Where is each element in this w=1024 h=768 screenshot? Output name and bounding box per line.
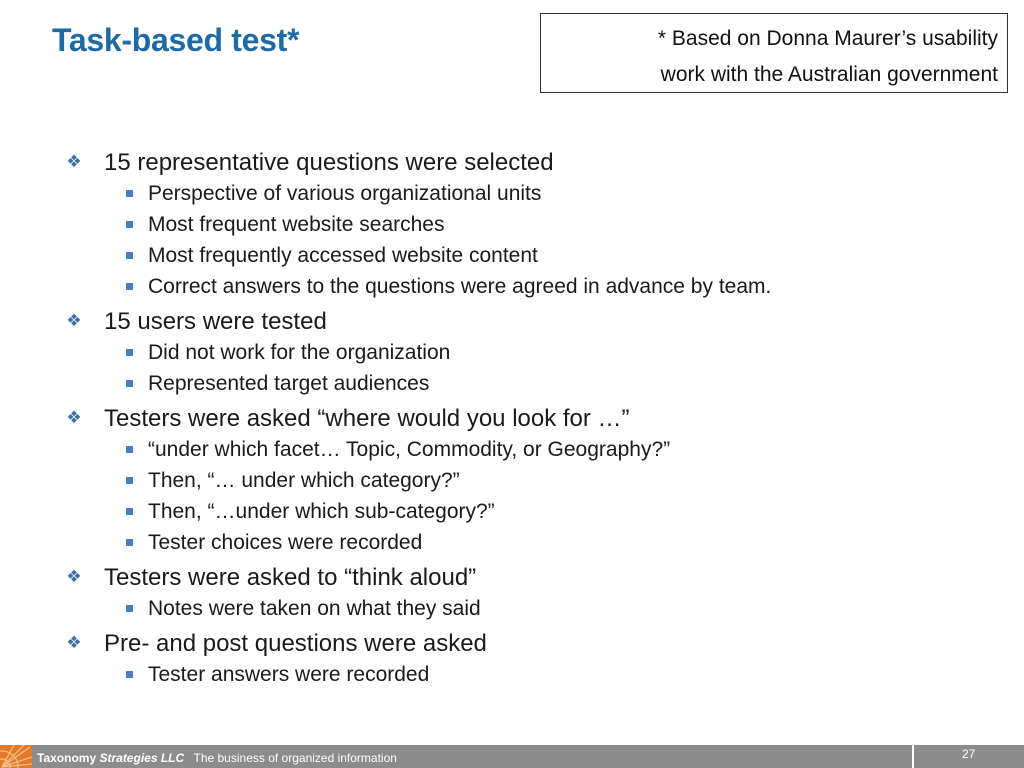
square-bullet-icon — [126, 221, 133, 228]
bullet-item — [0, 147, 1024, 179]
source-note-line-1: * Based on Donna Maurer’s usability — [657, 27, 998, 50]
sub-bullet-item — [0, 528, 1024, 559]
bullet-text: Testers were asked “where would you look for …” — [104, 405, 630, 432]
square-bullet-icon — [126, 477, 133, 484]
square-bullet-icon — [126, 380, 133, 387]
sub-bullet-item — [0, 272, 1024, 303]
square-bullet-icon — [126, 252, 133, 259]
sub-bullet-item — [0, 338, 1024, 369]
sub-bullet-text: Notes were taken on what they said — [148, 597, 481, 620]
bullet-text: 15 representative questions were selected — [104, 149, 554, 176]
square-bullet-icon — [126, 349, 133, 356]
footer-divider — [912, 745, 914, 768]
source-note-line-2: work with the Australian government — [660, 63, 998, 86]
company-tagline: The business of organized information — [193, 751, 397, 765]
bullet-item — [0, 562, 1024, 594]
slide-title: Task-based test* — [52, 22, 300, 58]
sub-bullet-text: “under which facet… Topic, Commodity, or Geography?” — [148, 438, 671, 461]
diamond-cluster-icon: ❖ — [66, 567, 82, 586]
sub-bullet-item — [0, 466, 1024, 497]
bullet-item — [0, 628, 1024, 660]
sub-bullet-item — [0, 435, 1024, 466]
sub-bullet-item — [0, 241, 1024, 272]
sub-bullet-item — [0, 594, 1024, 625]
square-bullet-icon — [126, 446, 133, 453]
bullet-list — [0, 147, 1024, 691]
diamond-cluster-icon: ❖ — [66, 311, 82, 330]
sub-bullet-text: Correct answers to the questions were agreed in advance by team. — [148, 275, 772, 298]
diamond-cluster-icon: ❖ — [66, 633, 82, 652]
bullet-item — [0, 306, 1024, 338]
square-bullet-icon — [126, 539, 133, 546]
sub-bullet-text: Most frequent website searches — [148, 213, 445, 236]
sub-bullet-item — [0, 179, 1024, 210]
bullet-item — [0, 403, 1024, 435]
sub-bullet-text: Represented target audiences — [148, 372, 430, 395]
bullet-text: Testers were asked to “think aloud” — [104, 564, 477, 591]
square-bullet-icon — [126, 605, 133, 612]
square-bullet-icon — [126, 508, 133, 515]
footer-bar — [0, 745, 1024, 768]
sub-bullet-item — [0, 497, 1024, 528]
sub-bullet-text: Did not work for the organization — [148, 341, 451, 364]
sub-bullet-text: Tester choices were recorded — [148, 531, 423, 554]
square-bullet-icon — [126, 671, 133, 678]
diamond-cluster-icon: ❖ — [66, 152, 82, 171]
sub-bullet-text: Most frequently accessed website content — [148, 244, 538, 267]
company-name-part2: Strategies LLC — [99, 751, 185, 765]
source-note-box — [540, 13, 1008, 93]
company-logo-icon — [0, 745, 32, 768]
sub-bullet-item — [0, 210, 1024, 241]
bullet-text: 15 users were tested — [104, 308, 327, 335]
sub-bullet-text: Tester answers were recorded — [148, 663, 430, 686]
sub-bullet-text: Then, “…under which sub-category?” — [148, 500, 495, 523]
diamond-cluster-icon: ❖ — [66, 408, 82, 427]
sub-bullet-text: Perspective of various organizational units — [148, 182, 542, 205]
page-number: 27 — [962, 747, 976, 761]
company-name-part1: Taxonomy — [37, 751, 97, 765]
bullet-text: Pre- and post questions were asked — [104, 630, 487, 657]
sub-bullet-item — [0, 369, 1024, 400]
square-bullet-icon — [126, 190, 133, 197]
square-bullet-icon — [126, 283, 133, 290]
sub-bullet-text: Then, “… under which category?” — [148, 469, 460, 492]
sub-bullet-item — [0, 660, 1024, 691]
footer-text — [37, 751, 397, 765]
